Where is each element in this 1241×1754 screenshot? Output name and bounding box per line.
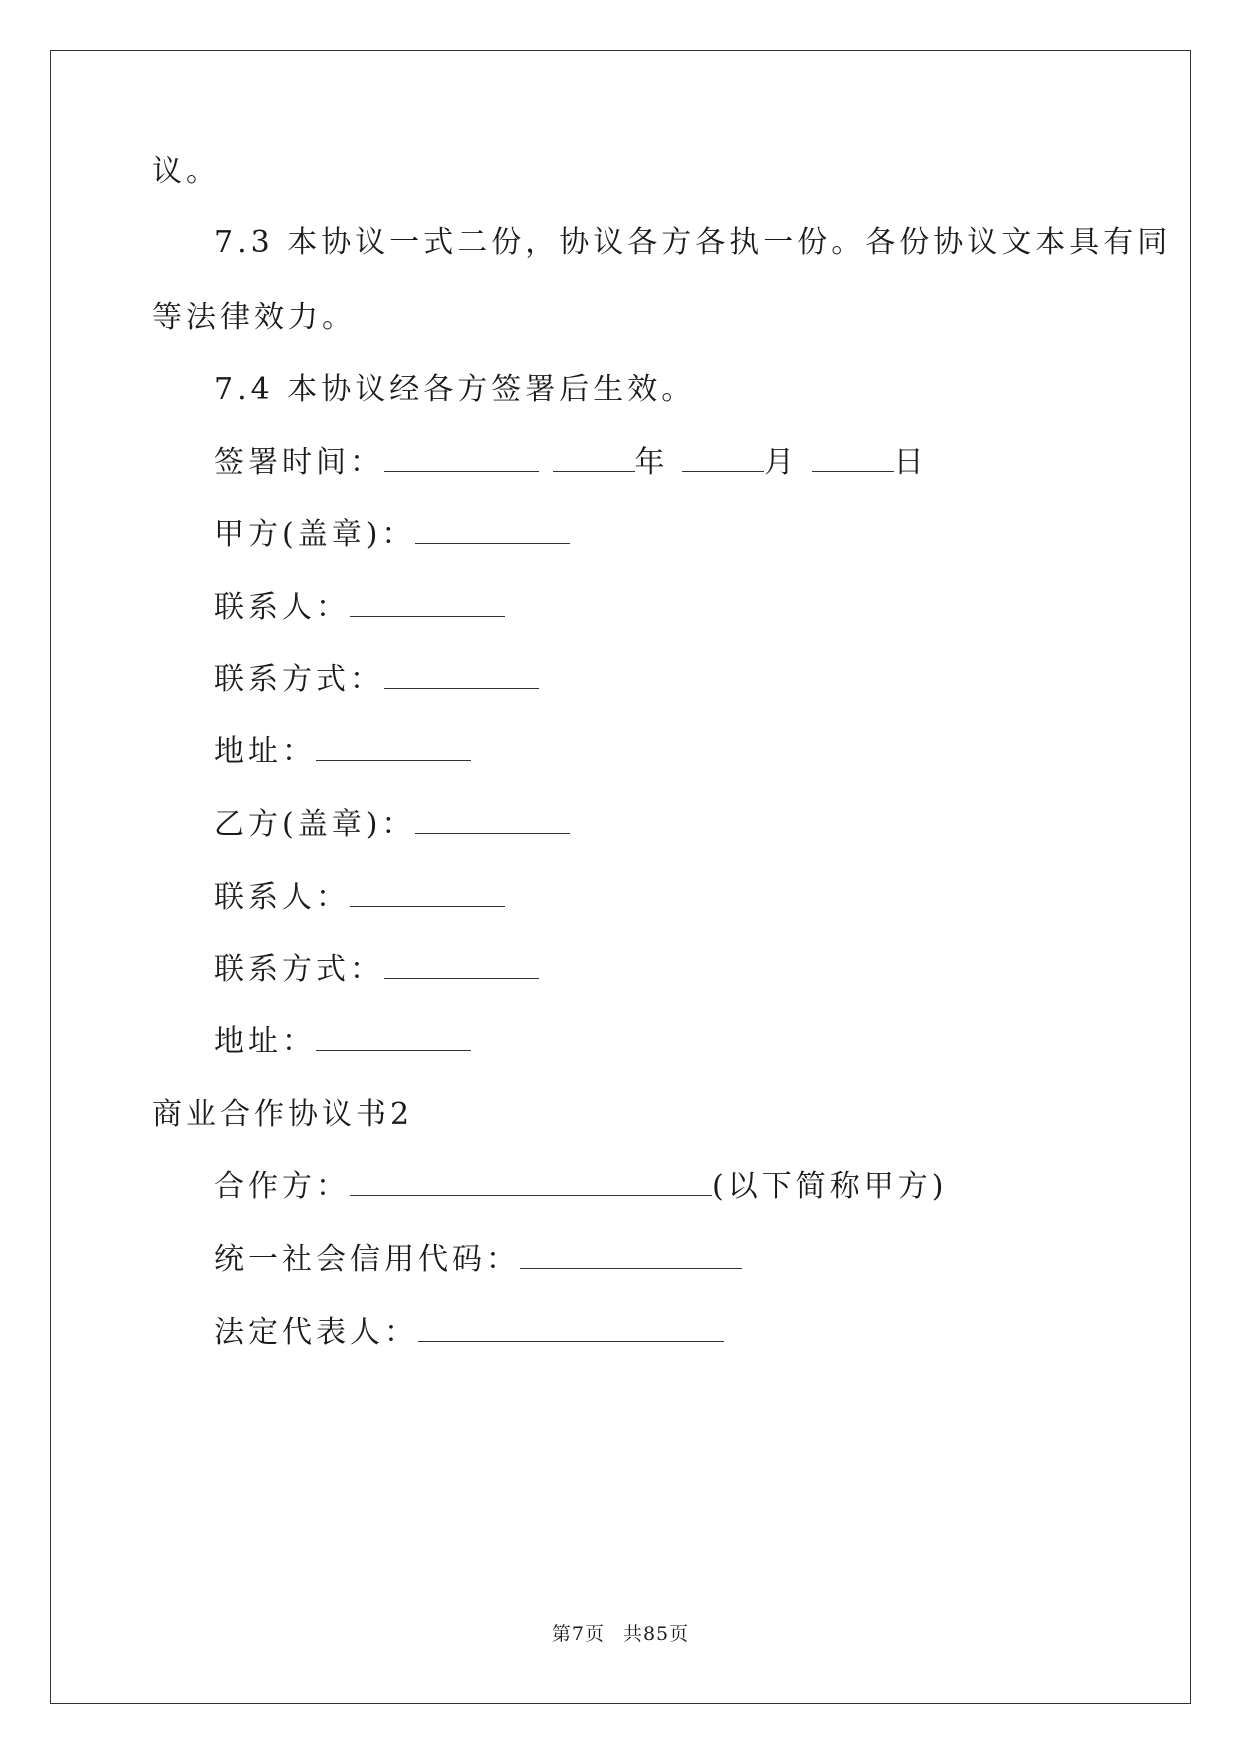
party-a-blank[interactable]	[415, 515, 570, 544]
party-b-address-label: 地址：	[214, 1024, 316, 1059]
party-b-contact-method-row	[214, 950, 539, 990]
page-number: 第7页	[551, 1623, 605, 1645]
party-a-address-blank[interactable]	[316, 732, 471, 761]
year-blank[interactable]	[553, 443, 635, 472]
credit-code-blank[interactable]	[520, 1240, 742, 1269]
party-b-contact-method-blank[interactable]	[384, 950, 539, 979]
party-b-blank[interactable]	[415, 805, 570, 834]
party-a-contact-method-blank[interactable]	[384, 660, 539, 689]
party-b-address-row	[214, 1022, 471, 1062]
clause-7-3-continued: 等法律效力。	[152, 300, 356, 335]
partner-blank[interactable]	[350, 1167, 712, 1196]
partner-suffix: (以下简称甲方)	[712, 1169, 948, 1204]
page-footer	[0, 1622, 1241, 1646]
clause-7-3: 7.3 本协议一式二份，协议各方各执一份。各份协议文本具有同	[214, 225, 1172, 260]
partner-row	[214, 1167, 947, 1207]
page-total: 共85页	[622, 1623, 690, 1645]
party-b-contact-row	[214, 878, 505, 918]
section-title: 商业合作协议书2	[152, 1097, 414, 1132]
party-a-contact-method-label: 联系方式：	[214, 662, 384, 697]
partner-label: 合作方：	[214, 1169, 350, 1204]
clause-7-4: 7.4 本协议经各方签署后生效。	[214, 372, 696, 407]
party-a-contact-row	[214, 588, 505, 628]
legal-rep-label: 法定代表人：	[214, 1315, 418, 1350]
party-a-address-row	[214, 732, 471, 772]
party-a-label: 甲方(盖章)：	[214, 517, 416, 552]
day-blank[interactable]	[812, 443, 894, 472]
day-label: 日	[893, 445, 928, 480]
signing-time-label: 签署时间：	[214, 445, 384, 480]
party-a-row	[214, 515, 570, 555]
credit-code-label: 统一社会信用代码：	[214, 1242, 520, 1277]
party-b-row	[214, 805, 570, 845]
party-b-contact-blank[interactable]	[350, 878, 505, 907]
credit-code-row	[214, 1240, 742, 1280]
party-a-contact-label: 联系人：	[214, 590, 350, 625]
year-label: 年	[634, 445, 669, 480]
party-a-contact-method-row	[214, 660, 539, 700]
signing-time-row	[214, 443, 928, 483]
party-a-contact-blank[interactable]	[350, 588, 505, 617]
party-b-contact-label: 联系人：	[214, 880, 350, 915]
party-b-label: 乙方(盖章)：	[214, 807, 416, 842]
month-label: 月	[764, 445, 799, 480]
legal-rep-row	[214, 1313, 724, 1353]
signing-time-blank[interactable]	[384, 443, 539, 472]
party-b-address-blank[interactable]	[316, 1022, 471, 1051]
party-a-address-label: 地址：	[214, 734, 316, 769]
text-continuation: 议。	[152, 154, 220, 189]
party-b-contact-method-label: 联系方式：	[214, 952, 384, 987]
month-blank[interactable]	[682, 443, 764, 472]
legal-rep-blank[interactable]	[418, 1313, 724, 1342]
